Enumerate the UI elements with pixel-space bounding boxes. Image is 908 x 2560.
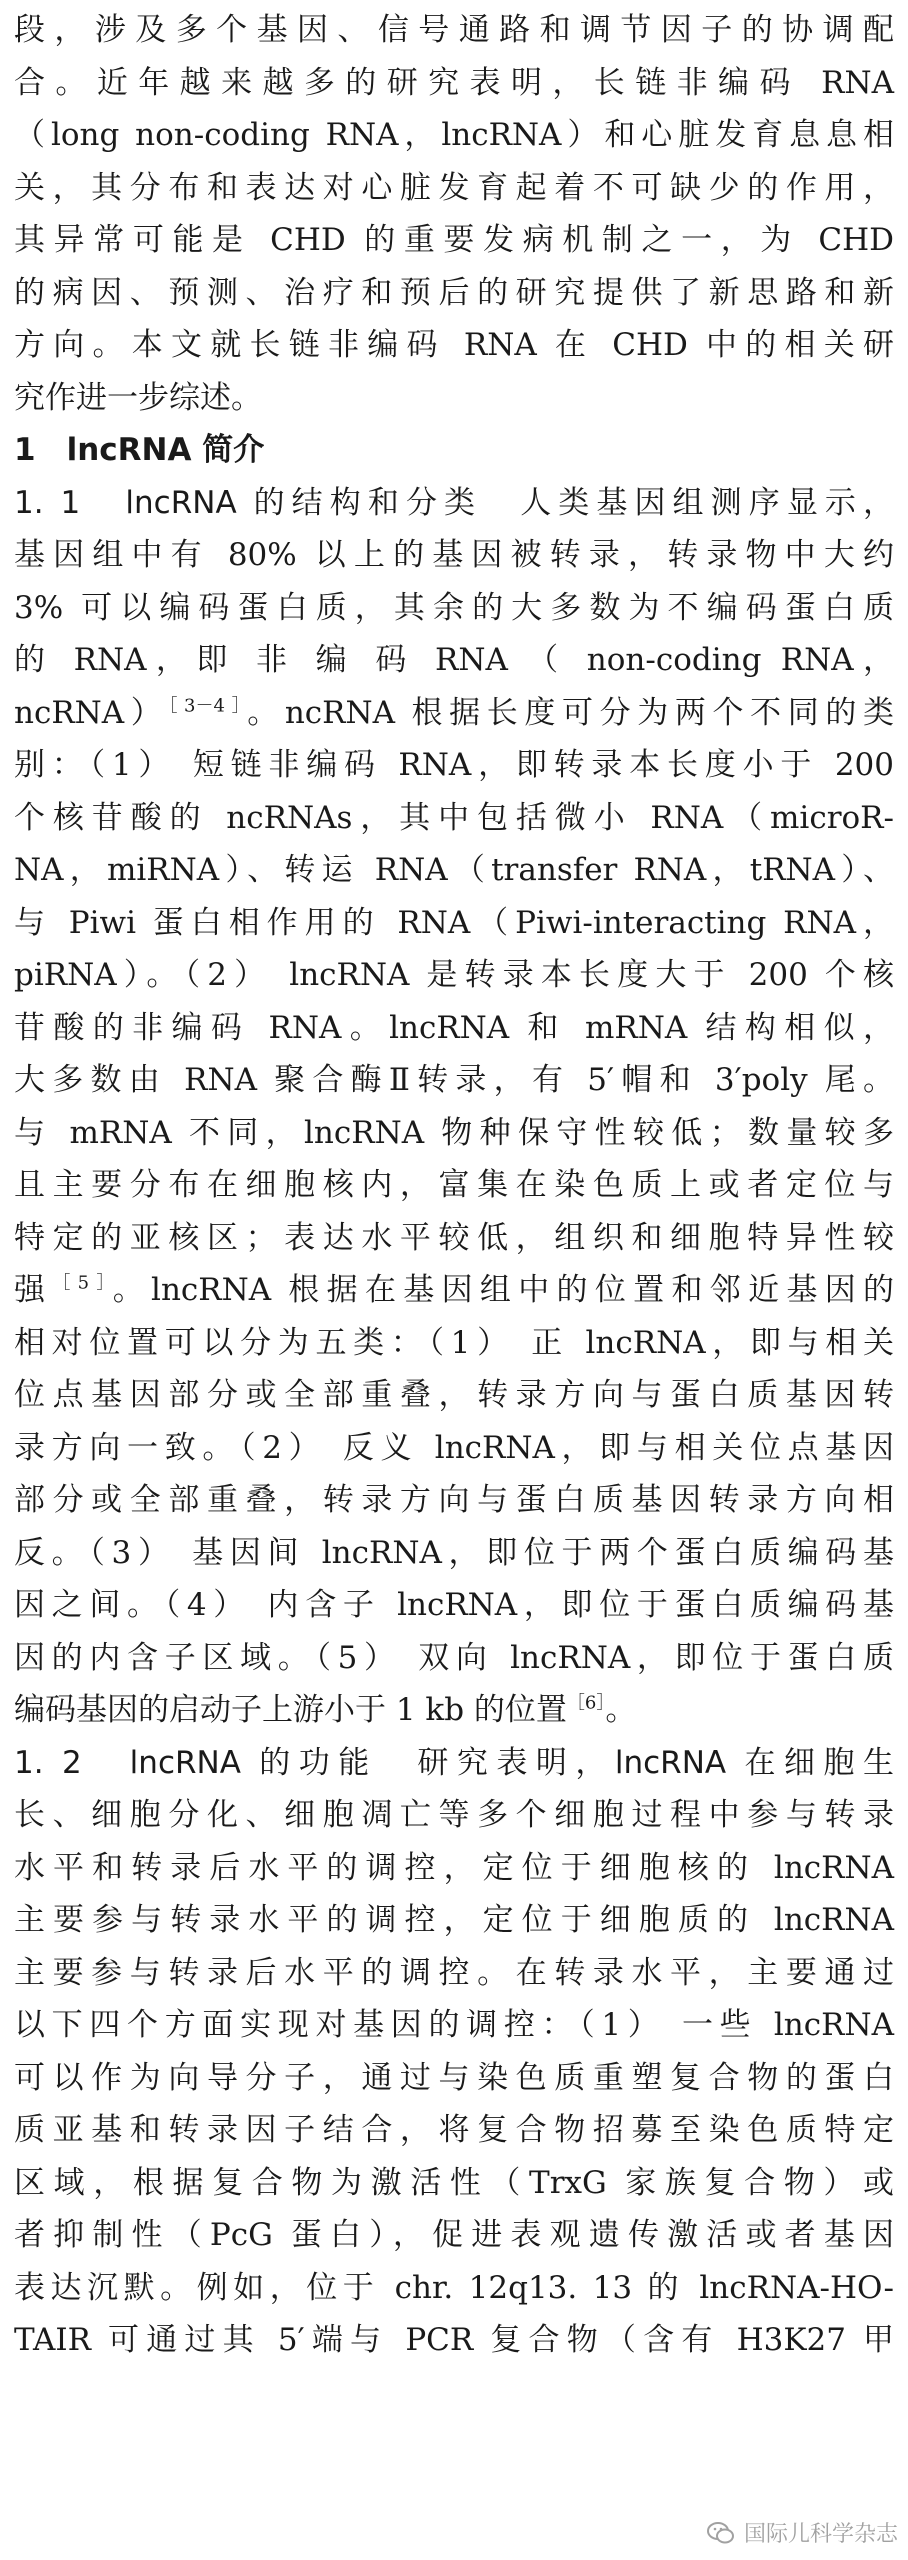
text-segment: 究作进一步综述。	[14, 379, 262, 416]
text-line	[14, 1684, 894, 1737]
text-line	[14, 109, 894, 162]
text-segment: 位点基因部分或全部重叠，转录方向与蛋白质基因转	[14, 1377, 894, 1413]
text-segment: ncRNA）	[14, 694, 169, 731]
text-segment: 别：（1） 短链非编码 RNA，即转录本长度小于 200	[14, 747, 894, 783]
text-segment: 1. 2 lncRNA 的功能 研究表明，lncRNA 在细胞生	[14, 1744, 894, 1781]
citation-ref: ［3－4］	[168, 695, 248, 717]
text-segment: 录方向一致。（2） 反义 lncRNA，即与相关位点基因	[14, 1429, 894, 1466]
text-segment: 且主要分布在细胞核内，富集在染色质上或者定位与	[14, 1167, 894, 1203]
text-line	[14, 2262, 894, 2315]
text-line	[14, 792, 894, 845]
text-segment: piRNA）。（2） lncRNA 是转录本长度大于 200 个核	[14, 957, 894, 993]
text-segment: NA，miRNA）、转运 RNA（transfer RNA，tRNA）、	[14, 852, 894, 888]
text-segment: 以下四个方面实现对基因的调控：（1） 一些 lncRNA	[14, 2007, 894, 2043]
text-segment: 强	[14, 1272, 53, 1308]
text-segment: 合。近年越来越多的研究表明，长链非编码 RNA	[14, 64, 894, 101]
text-line	[14, 949, 894, 1002]
text-segment: 相对位置可以分为五类：（1） 正 lncRNA，即与相关	[14, 1324, 894, 1361]
text-line	[14, 162, 894, 215]
text-line	[14, 1159, 894, 1212]
text-segment: 区域，根据复合物为激活性（TrxG 家族复合物）或	[14, 2164, 894, 2201]
text-line	[14, 4, 894, 57]
text-segment: （long non-coding RNA，lncRNA）和心脏发育息息相	[14, 117, 894, 153]
text-line	[14, 1527, 894, 1580]
text-line	[14, 1789, 894, 1842]
text-line	[14, 2314, 894, 2367]
text-line	[14, 1894, 894, 1947]
text-segment: 特定的亚核区；表达水平较低，组织和细胞特异性较	[14, 1219, 894, 1256]
text-segment: TAIR 可通过其 5′端与 PCR 复合物（含有 H3K27 甲	[14, 2322, 894, 2358]
text-segment: 基因组中有 80% 以上的基因被转录，转录物中大约	[14, 537, 894, 573]
text-line	[14, 2104, 894, 2157]
text-segment: 与 mRNA 不同，lncRNA 物种保守性较低；数量较多	[14, 1114, 894, 1151]
text-segment: 1. 1 lncRNA 的结构和分类 人类基因组测序显示，	[14, 484, 894, 521]
text-segment: 质亚基和转录因子结合，将复合物招募至染色质特定	[14, 2112, 894, 2148]
text-segment: 个核苷酸的 ncRNAs，其中包括微小 RNA（microR-	[14, 799, 894, 836]
text-segment: 主要参与转录水平的调控，定位于细胞质的 lncRNA	[14, 1902, 894, 1938]
text-line	[14, 897, 894, 950]
text-segment: 反。（3） 基因间 lncRNA，即位于两个蛋白质编码基	[14, 1534, 894, 1571]
text-segment: 编码基因的启动子上游小于 1 kb 的位置	[14, 1692, 567, 1728]
text-segment: 。lncRNA 根据在基因组中的位置和邻近基因的	[112, 1272, 895, 1308]
text-segment: 可以作为向导分子，通过与染色质重塑复合物的蛋白	[14, 2059, 894, 2096]
wechat-icon	[706, 2518, 736, 2548]
text-segment: 部分或全部重叠，转录方向与蛋白质基因转录方向相	[14, 1482, 894, 1518]
text-segment: 苷酸的非编码 RNA。lncRNA 和 mRNA 结构相似，	[14, 1009, 894, 1046]
text-line	[14, 2157, 894, 2210]
text-line	[14, 372, 894, 425]
subsection-line	[14, 1737, 894, 1790]
text-segment: 的 RNA，即 非 编 码 RNA （ non-coding RNA，	[14, 642, 894, 678]
text-line	[14, 1002, 894, 1055]
text-line	[14, 1264, 894, 1317]
text-line	[14, 1369, 894, 1422]
citation-ref: ［6］	[566, 1692, 606, 1714]
text-line	[14, 1579, 894, 1632]
text-line	[14, 2209, 894, 2262]
text-line	[14, 1212, 894, 1265]
text-segment: 3% 可以编码蛋白质，其余的大多数为不编码蛋白质	[14, 589, 894, 626]
text-segment: 因的内含子区域。（5） 双向 lncRNA，即位于蛋白质	[14, 1639, 894, 1676]
text-line	[14, 1422, 894, 1475]
watermark	[706, 2517, 898, 2548]
text-segment: 1 lncRNA 简介	[14, 432, 265, 468]
text-line	[14, 1317, 894, 1370]
text-segment: 的病因、预测、治疗和预后的研究提供了新思路和新	[14, 274, 894, 311]
text-line	[14, 739, 894, 792]
citation-ref: ［5］	[52, 1272, 113, 1294]
text-segment: 水平和转录后水平的调控，定位于细胞核的 lncRNA	[14, 1849, 894, 1886]
text-line	[14, 2052, 894, 2105]
text-segment: 因之间。（4） 内含子 lncRNA，即位于蛋白质编码基	[14, 1587, 894, 1623]
text-segment: 与 Piwi 蛋白相作用的 RNA（Piwi-interacting RNA，	[14, 904, 894, 941]
text-segment: 段，涉及多个基因、信号通路和调节因子的协调配	[14, 12, 894, 48]
text-line	[14, 1947, 894, 2000]
text-segment: 主要参与转录后水平的调控。在转录水平，主要通过	[14, 1954, 894, 1991]
text-line	[14, 1842, 894, 1895]
text-line	[14, 634, 894, 687]
section-heading	[14, 424, 894, 477]
text-line	[14, 1054, 894, 1107]
text-line	[14, 1474, 894, 1527]
text-segment: 者抑制性（PcG 蛋白），促进表观遗传激活或者基因	[14, 2217, 894, 2253]
text-segment: 大多数由 RNA 聚合酶Ⅱ转录，有 5′帽和 3′poly 尾。	[14, 1062, 894, 1098]
text-segment: 关，其分布和表达对心脏发育起着不可缺少的作用，	[14, 169, 894, 206]
text-line	[14, 319, 894, 372]
text-line	[14, 582, 894, 635]
text-line	[14, 214, 894, 267]
text-line	[14, 1632, 894, 1685]
text-line	[14, 844, 894, 897]
article-body	[14, 4, 894, 2367]
text-segment: 方向。本文就长链非编码 RNA 在 CHD 中的相关研	[14, 327, 894, 363]
text-line	[14, 687, 894, 740]
text-segment: 。	[605, 1692, 637, 1728]
text-line	[14, 57, 894, 110]
text-line	[14, 1107, 894, 1160]
text-segment: 其异常可能是 CHD 的重要发病机制之一，为 CHD	[14, 222, 894, 258]
text-line	[14, 267, 894, 320]
text-segment: 表达沉默。例如，位于 chr. 12q13. 13 的 lncRNA-HO-	[14, 2269, 894, 2306]
text-segment: 。ncRNA 根据长度可分为两个不同的类	[247, 694, 894, 731]
text-line	[14, 529, 894, 582]
text-line	[14, 1999, 894, 2052]
subsection-line	[14, 477, 894, 530]
text-segment: 长、细胞分化、细胞凋亡等多个细胞过程中参与转录	[14, 1797, 894, 1833]
watermark-text: 国际儿科学杂志	[743, 2522, 898, 2547]
